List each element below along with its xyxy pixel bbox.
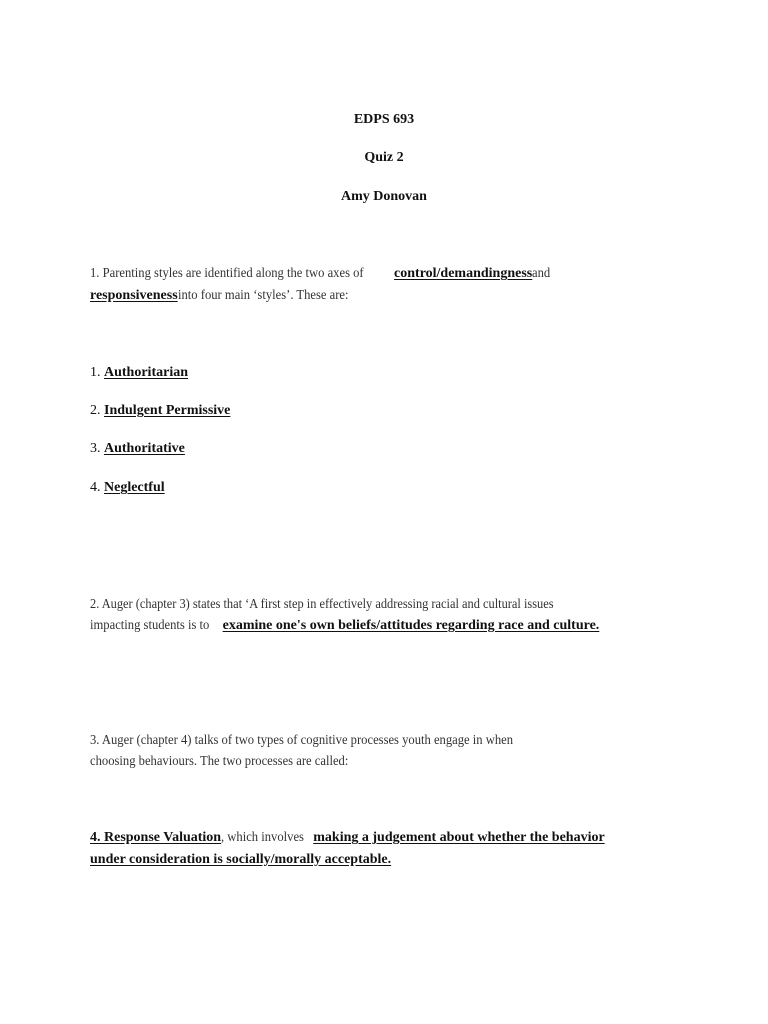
author-name: Amy Donovan — [341, 189, 427, 204]
q1-line2-suffix: into four main ‘styles’. These are: — [177, 288, 349, 303]
q4-mid: , which involves — [221, 830, 305, 845]
q1-line-2 — [90, 287, 690, 305]
q2-answer: examine one's own beliefs/attitudes regarding race and culture. — [222, 618, 600, 633]
style-label: Neglectful — [104, 480, 165, 495]
q4-answer-2: under consideration is socially/morally acceptable. — [90, 852, 392, 867]
q2-line-1 — [90, 596, 690, 614]
q3-line-2 — [90, 753, 690, 771]
style-item-4 — [90, 479, 690, 497]
q1-term-control: control/demandingness — [394, 266, 533, 281]
q1-suffix: and — [532, 266, 551, 281]
q1-term-responsiveness: responsiveness — [90, 288, 178, 303]
q2-text: 2. Auger (chapter 3) states that ‘A first step in effectively addressing racial and cultural issues — [90, 597, 554, 612]
q2-line-2 — [90, 617, 690, 635]
style-item-3 — [90, 440, 690, 458]
q3-text-1: 3. Auger (chapter 4) talks of two types of cognitive processes youth engage in when — [90, 733, 514, 748]
style-label: Authoritative — [104, 441, 185, 456]
q1-prefix: 1. Parenting styles are identified along the two axes of — [90, 266, 364, 281]
q4-line-1 — [90, 829, 690, 847]
q1-line-1 — [90, 265, 690, 283]
course-title: EDPS 693 — [353, 112, 415, 127]
style-number: 4. — [90, 480, 104, 495]
style-number: 1. — [90, 365, 104, 380]
q2-prefix: impacting students is to — [90, 618, 210, 633]
style-label: Authoritarian — [104, 365, 188, 380]
style-item-2 — [90, 402, 690, 420]
quiz-title: Quiz 2 — [364, 150, 404, 165]
q4-line-2 — [90, 851, 690, 869]
style-label: Indulgent Permissive — [104, 403, 231, 418]
q3-text-2: choosing behaviours. The two processes are called: — [90, 754, 349, 769]
style-number: 2. — [90, 403, 104, 418]
style-item-1 — [90, 364, 690, 382]
style-number: 3. — [90, 441, 104, 456]
q3-line-1 — [90, 732, 690, 750]
q4-answer-1: making a judgement about whether the behavior — [313, 830, 605, 845]
q4-term: 4. Response Valuation — [90, 830, 222, 845]
